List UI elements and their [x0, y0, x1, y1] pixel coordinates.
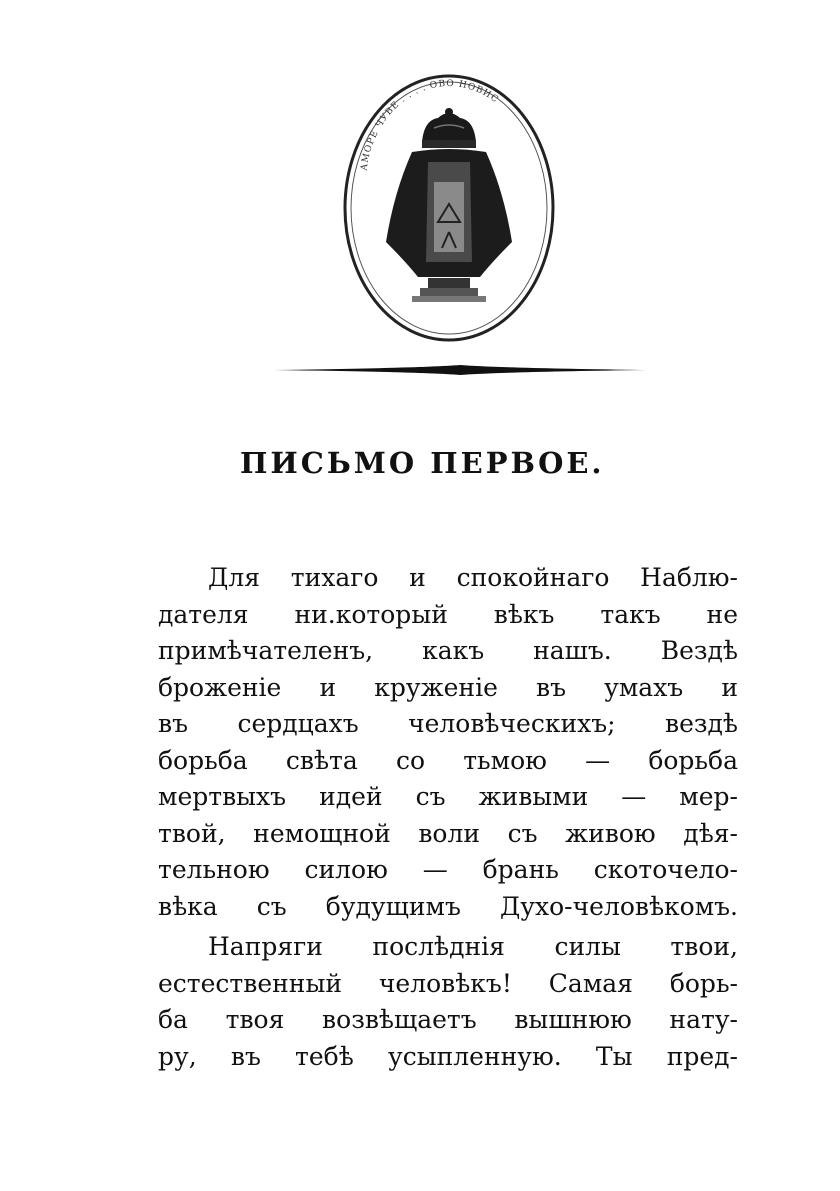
text-line: Для тихаго и спокойнаго Наблю- [208, 563, 738, 592]
seal-emblem [342, 72, 556, 344]
body-text [158, 560, 738, 1075]
text-line: естественный человѣкъ! Самая борь- [158, 968, 738, 998]
text-line: борьба свѣта со тьмою — борьба [158, 745, 738, 775]
pedestal-icon [412, 278, 486, 302]
text-line: вѣка съ будущимъ Духо-человѣкомъ. [158, 891, 738, 921]
text-line: примѣчателенъ, какъ нашъ. Вездѣ [158, 636, 738, 665]
mantle-icon [386, 149, 512, 277]
chapter-title: ПИСЬМО ПЕРВОЕ. [240, 446, 605, 480]
crown-icon [422, 108, 476, 148]
text-line: тельною силою — брань скоточело- [158, 855, 738, 884]
text-line: мертвыхъ идей съ живыми — мер- [158, 782, 738, 811]
text-line: дателя ни.который вѣкъ такъ не [158, 599, 738, 629]
text-line: Напряги послѣднія силы твои, [208, 932, 738, 961]
text-line: броженіе и круженіе въ умахъ и [158, 672, 738, 702]
text-line: ру, въ тебѣ усыпленную. Ты пред- [158, 1041, 738, 1071]
seal-legend: АМОРЕ ЧУВЕ . . . . ОВО НОВИС [359, 78, 501, 172]
ornamental-divider [272, 358, 648, 382]
text-line: въ сердцахъ человѣческихъ; вездѣ [158, 709, 738, 738]
text-line: ба твоя возвѣщаетъ вышнюю нату- [158, 1005, 738, 1034]
text-line: твой, немощной воли съ живою дѣя- [158, 818, 738, 848]
